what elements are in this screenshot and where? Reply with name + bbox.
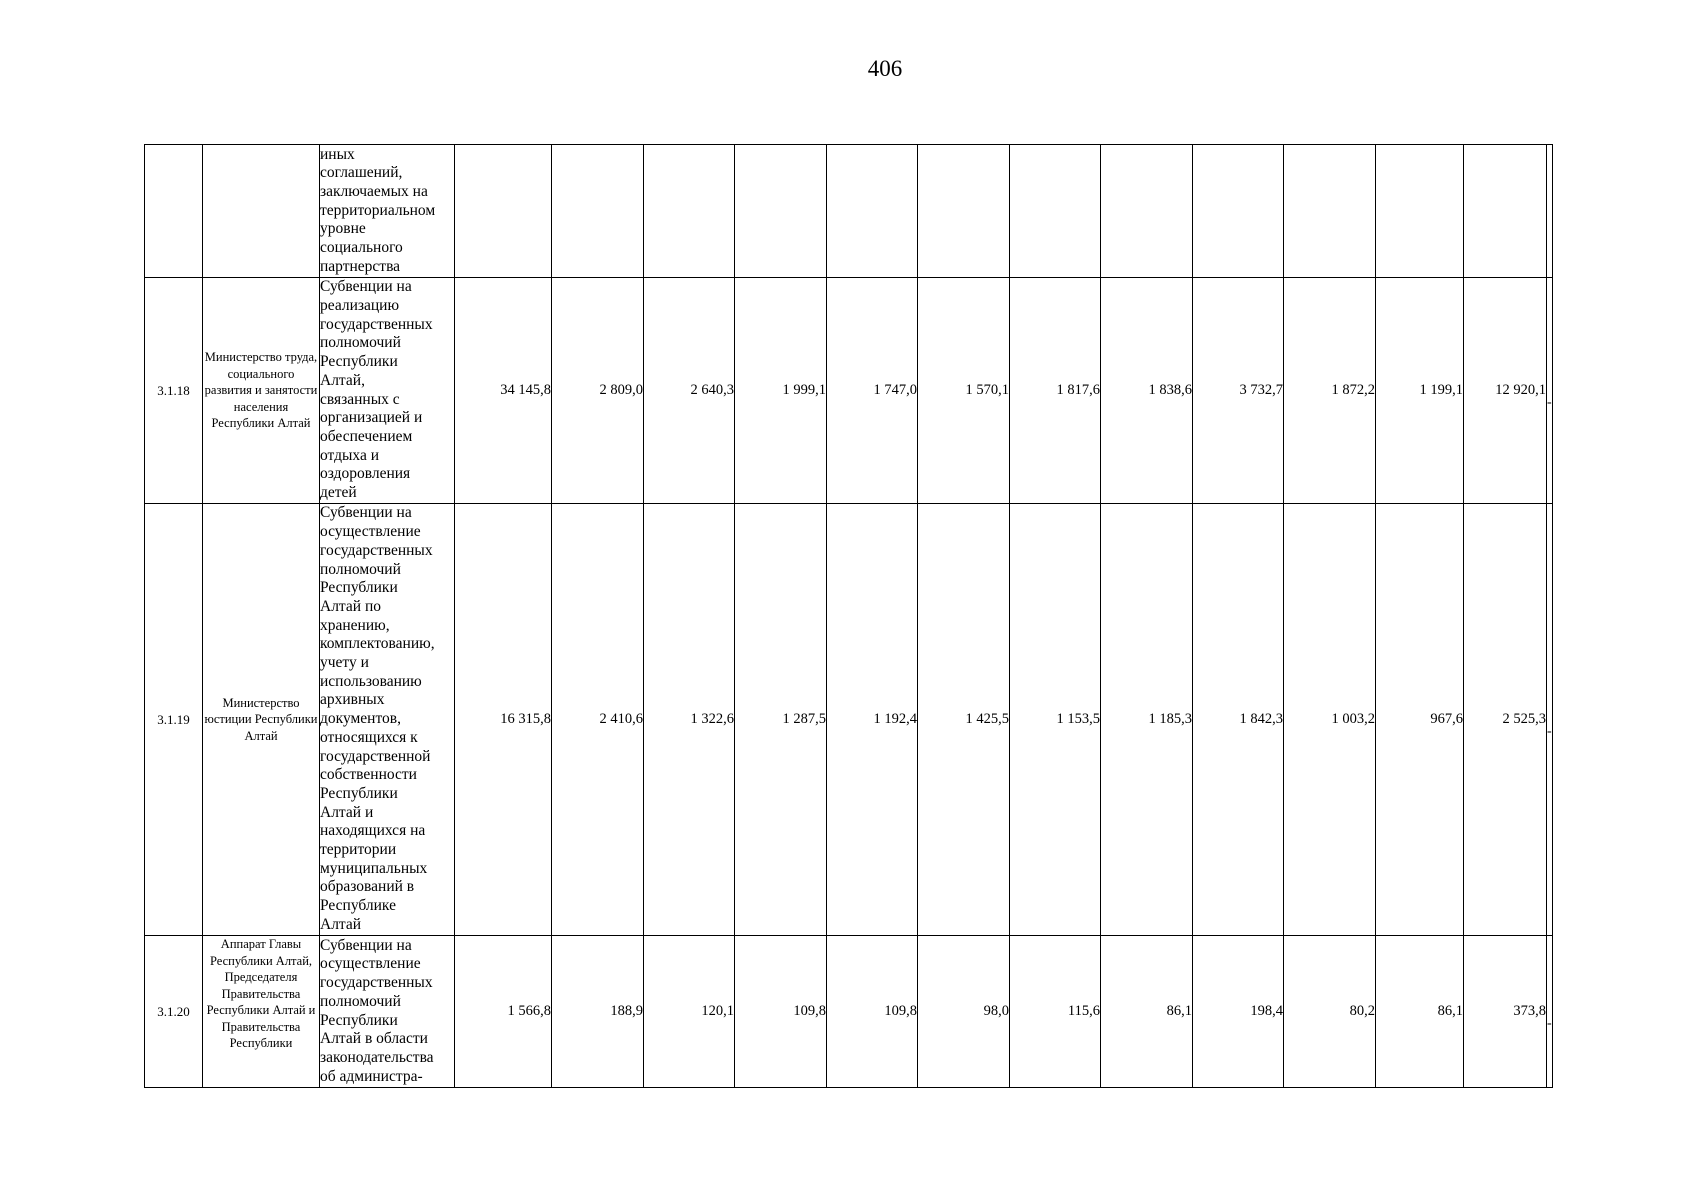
value-cell: 3 732,7 (1193, 278, 1284, 504)
value-cell: 1 199,1 (1376, 278, 1464, 504)
value-cell (1010, 145, 1101, 278)
value-cell: 120,1 (644, 936, 735, 1088)
row-number: 3.1.18 (145, 278, 203, 504)
last-cell: - (1547, 504, 1553, 936)
value-cell: 1 842,3 (1193, 504, 1284, 936)
value-cell (1101, 145, 1193, 278)
value-cell: 98,0 (918, 936, 1010, 1088)
table-row (145, 278, 1553, 504)
value-cell: 1 999,1 (735, 278, 827, 504)
row-description: Субвенции на реализацию государственных полномочий Республики Алтай, связанных с организацией и обеспечением отдыха и оздоровления детей (320, 278, 455, 504)
value-cell: 80,2 (1284, 936, 1376, 1088)
row-number (145, 145, 203, 278)
value-cell: 2 640,3 (644, 278, 735, 504)
table-row (145, 145, 1553, 278)
row-description: иных соглашений, заключаемых на территориальном уровне социального партнерства (320, 145, 455, 278)
value-cell: 16 315,8 (455, 504, 552, 936)
value-cell (918, 145, 1010, 278)
value-cell: 2 410,6 (552, 504, 644, 936)
value-cell: 109,8 (827, 936, 918, 1088)
value-cell (735, 145, 827, 278)
value-cell: 967,6 (1376, 504, 1464, 936)
value-cell: 109,8 (735, 936, 827, 1088)
value-cell: 115,6 (1010, 936, 1101, 1088)
table-row (145, 504, 1553, 936)
value-cell: 1 185,3 (1101, 504, 1193, 936)
row-description: Субвенции на осуществление государственных полномочий Республики Алтай в области законодательства об администра- (320, 936, 455, 1088)
value-cell: 1 747,0 (827, 278, 918, 504)
row-number: 3.1.20 (145, 936, 203, 1088)
row-organization: Аппарат Главы Республики Алтай, Председателя Правительства Республики Алтай и Правительства Республики (203, 936, 320, 1088)
page-number: 406 (867, 56, 903, 81)
value-cell (1193, 145, 1284, 278)
value-cell: 373,8 (1464, 936, 1547, 1088)
last-cell: - (1547, 936, 1553, 1088)
value-cell: 1 566,8 (455, 936, 552, 1088)
value-cell: 1 872,2 (1284, 278, 1376, 504)
value-cell: 188,9 (552, 936, 644, 1088)
value-cell (827, 145, 918, 278)
value-cell: 34 145,8 (455, 278, 552, 504)
row-number: 3.1.19 (145, 504, 203, 936)
value-cell (1464, 145, 1547, 278)
value-cell: 1 192,4 (827, 504, 918, 936)
value-cell (644, 145, 735, 278)
value-cell: 1 570,1 (918, 278, 1010, 504)
row-organization: Министерство труда, социального развития и занятости населения Республики Алтай (203, 278, 320, 504)
value-cell (552, 145, 644, 278)
value-cell: 1 322,6 (644, 504, 735, 936)
value-cell: 12 920,1 (1464, 278, 1547, 504)
value-cell: 1 153,5 (1010, 504, 1101, 936)
value-cell: 1 817,6 (1010, 278, 1101, 504)
value-cell: 2 809,0 (552, 278, 644, 504)
row-description: Субвенции на осуществление государственных полномочий Республики Алтай по хранению, комплектованию, учету и использованию архивных документов, относящихся к государственной собственности Республики Алтай и находящихся на территории муниципальных образований в Республике Алтай (320, 504, 455, 936)
value-cell: 86,1 (1376, 936, 1464, 1088)
value-cell (1376, 145, 1464, 278)
value-cell (455, 145, 552, 278)
value-cell: 2 525,3 (1464, 504, 1547, 936)
value-cell: 86,1 (1101, 936, 1193, 1088)
value-cell (1284, 145, 1376, 278)
value-cell: 1 003,2 (1284, 504, 1376, 936)
value-cell: 1 838,6 (1101, 278, 1193, 504)
last-cell: - (1547, 278, 1553, 504)
row-organization (203, 145, 320, 278)
value-cell: 1 287,5 (735, 504, 827, 936)
budget-table (144, 144, 1553, 1088)
row-organization: Министерство юстиции Республики Алтай (203, 504, 320, 936)
value-cell: 1 425,5 (918, 504, 1010, 936)
table-row (145, 936, 1553, 1088)
value-cell: 198,4 (1193, 936, 1284, 1088)
last-cell (1547, 145, 1553, 278)
